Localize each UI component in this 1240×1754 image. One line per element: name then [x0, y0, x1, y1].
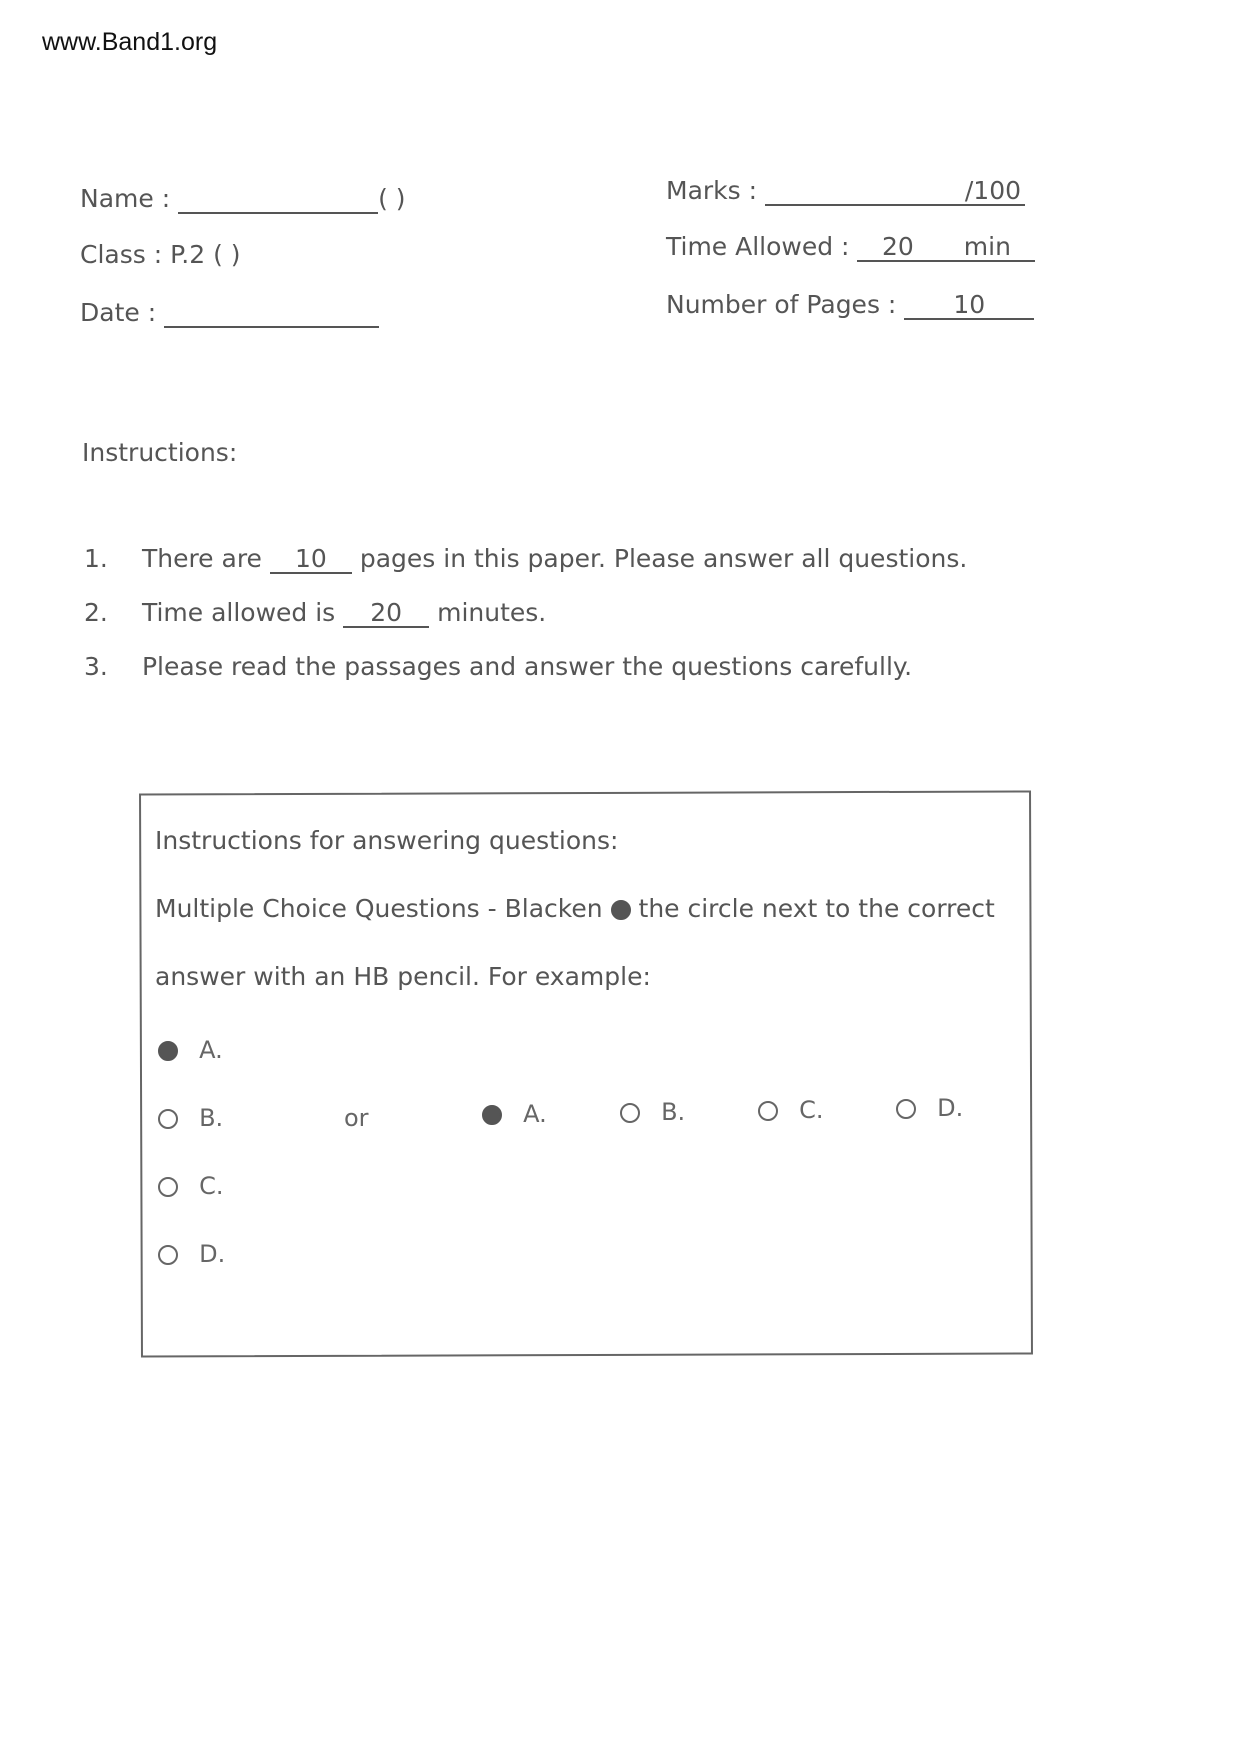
- instruction-text-post: pages in this paper. Please answer all questions.: [359, 544, 968, 573]
- time-allowed-label: Time Allowed :: [666, 232, 850, 261]
- instructions-title: Instructions:: [82, 438, 238, 467]
- time-allowed-blank: [857, 234, 1035, 262]
- marks-label: Marks :: [666, 176, 758, 205]
- marks-value: /100: [765, 178, 1025, 206]
- option-label: A.: [523, 1100, 547, 1128]
- answer-box-line1-post: the circle next to the correct: [638, 894, 995, 923]
- instruction-text-post: minutes.: [437, 598, 547, 627]
- example-option-horizontal: [758, 1096, 823, 1124]
- date-blank[interactable]: [164, 300, 379, 328]
- option-label: A.: [199, 1036, 223, 1064]
- example-option-vertical: [158, 1104, 223, 1132]
- time-allowed-field: [666, 232, 1035, 262]
- instruction-text: Please read the passages and answer the questions carefully.: [141, 652, 913, 681]
- empty-circle-icon: [620, 1103, 640, 1123]
- option-label: D.: [199, 1240, 226, 1268]
- name-paren: ( ): [378, 184, 406, 213]
- answer-box-line1: [155, 894, 995, 923]
- example-option-horizontal: [620, 1098, 685, 1126]
- marks-field: [666, 176, 1025, 206]
- time-allowed-unit: min: [963, 232, 1011, 261]
- option-label: C.: [199, 1172, 224, 1200]
- instruction-item: [84, 598, 546, 628]
- example-option-horizontal: [896, 1094, 963, 1122]
- empty-circle-icon: [158, 1245, 178, 1265]
- instruction-item: [84, 652, 912, 681]
- name-blank[interactable]: [178, 186, 378, 214]
- filled-circle-icon: [158, 1041, 178, 1061]
- date-field: [80, 298, 379, 328]
- name-field: [80, 184, 406, 214]
- filled-circle-icon: [611, 900, 631, 920]
- example-option-horizontal: [482, 1100, 547, 1128]
- instruction-text-pre: Time allowed is: [141, 598, 336, 627]
- instruction-item: [84, 544, 967, 574]
- pages-label: Number of Pages :: [666, 290, 897, 319]
- empty-circle-icon: [158, 1109, 178, 1129]
- instruction-number: 1.: [84, 544, 108, 573]
- option-label: B.: [661, 1098, 686, 1126]
- time-allowed-value: 20: [881, 232, 914, 261]
- option-label: B.: [199, 1104, 224, 1132]
- pages-field: [666, 290, 1034, 320]
- example-option-vertical: [158, 1036, 223, 1064]
- answer-box-line2: answer with an HB pencil. For example:: [155, 962, 651, 991]
- name-label: Name :: [80, 184, 171, 213]
- instruction-number: 3.: [84, 652, 108, 681]
- answer-instructions-box: [139, 790, 1033, 1357]
- or-separator: or: [344, 1104, 369, 1132]
- instruction-number: 2.: [84, 598, 108, 627]
- empty-circle-icon: [758, 1101, 778, 1121]
- class-field: [80, 240, 241, 269]
- instruction-fill: 20: [343, 600, 429, 628]
- empty-circle-icon: [896, 1099, 916, 1119]
- date-label: Date :: [80, 298, 157, 327]
- website-url: www.Band1.org: [42, 28, 218, 56]
- option-label: C.: [799, 1096, 824, 1124]
- instruction-text-pre: There are: [141, 544, 262, 573]
- instruction-fill: 10: [270, 546, 352, 574]
- answer-box-title: Instructions for answering questions:: [155, 826, 619, 855]
- empty-circle-icon: [158, 1177, 178, 1197]
- filled-circle-icon: [482, 1105, 502, 1125]
- class-label: Class : P.2 ( ): [80, 240, 241, 269]
- example-option-vertical: [158, 1240, 225, 1268]
- answer-box-line1-pre: Multiple Choice Questions - Blacken: [155, 894, 603, 923]
- pages-value: 10: [904, 292, 1034, 320]
- option-label: D.: [937, 1094, 964, 1122]
- example-option-vertical: [158, 1172, 223, 1200]
